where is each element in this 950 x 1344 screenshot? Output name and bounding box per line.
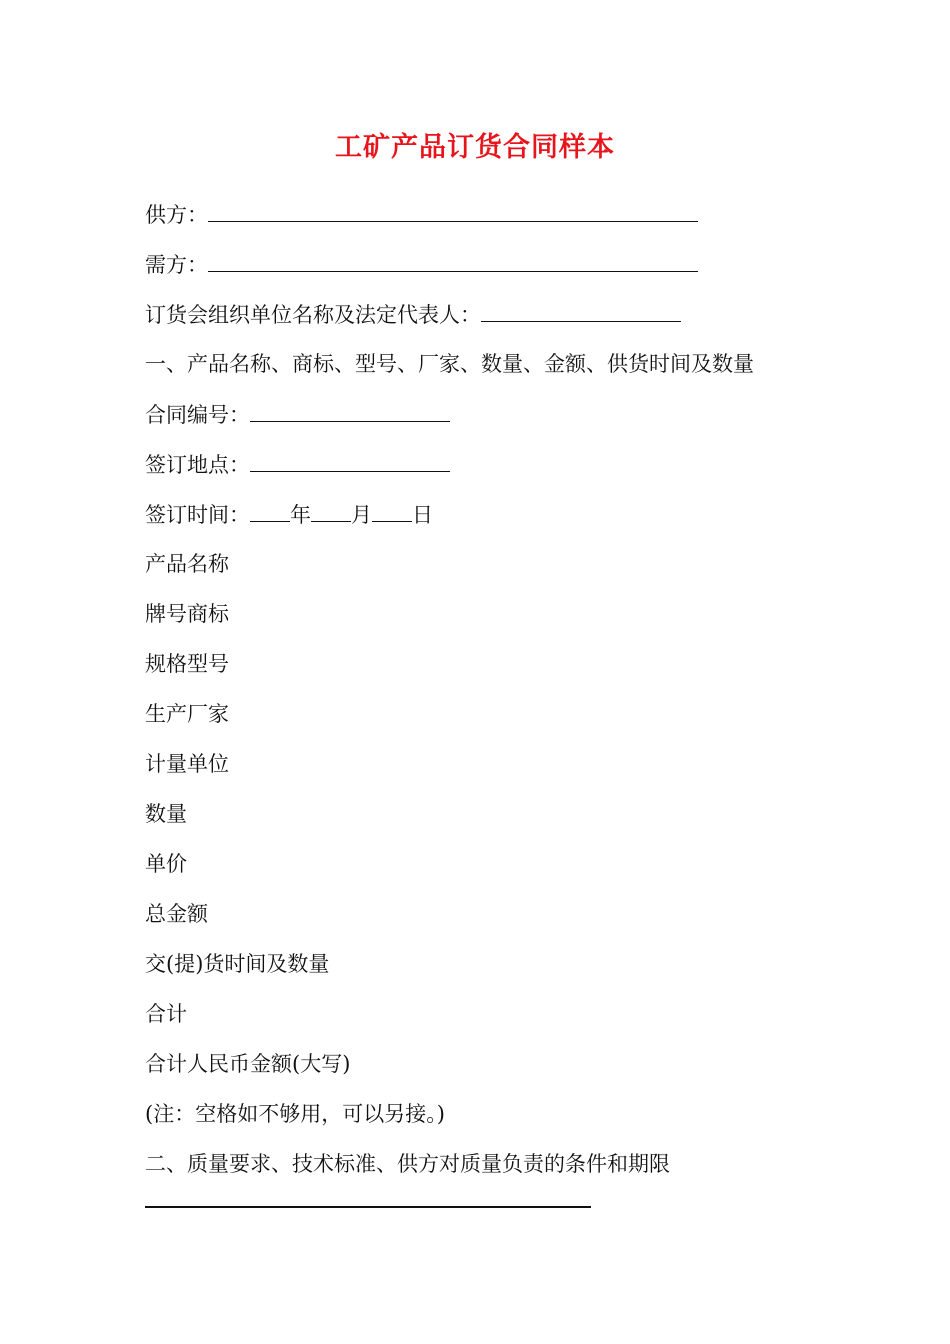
field-manufacturer: 生产厂家: [145, 702, 229, 726]
field-unit-price: 单价: [145, 852, 187, 876]
sign-time-label: 签订时间：: [145, 503, 250, 527]
contract-no-label: 合同编号：: [145, 403, 250, 427]
field-total: 合计: [145, 1002, 187, 1026]
field-spec-model: 规格型号: [145, 652, 229, 676]
buyer-blank[interactable]: [208, 244, 698, 272]
buyer-line: [145, 244, 825, 294]
contract-no-blank[interactable]: [250, 394, 450, 422]
note-line: (注：空格如不够用，可以另接。): [145, 1102, 445, 1126]
field-total-rmb: 合计人民币金额(大写): [145, 1052, 351, 1076]
year-label: 年: [290, 503, 311, 527]
sign-place-blank[interactable]: [250, 444, 450, 472]
field-delivery-time: 交(提)货时间及数量: [145, 952, 330, 976]
organizer-line: [145, 294, 825, 344]
sign-time-line: [145, 494, 825, 544]
contract-body: [145, 194, 825, 1194]
organizer-blank[interactable]: [481, 294, 681, 322]
contract-no-line: [145, 394, 825, 444]
field-brand-trademark: 牌号商标: [145, 602, 229, 626]
section1-heading: 一、产品名称、商标、型号、厂家、数量、金额、供货时间及数量: [145, 352, 754, 376]
buyer-label: 需方：: [145, 253, 208, 277]
year-blank[interactable]: [250, 494, 290, 522]
sign-place-label: 签订地点：: [145, 453, 250, 477]
supplier-line: [145, 194, 825, 244]
field-product-name: 产品名称: [145, 552, 229, 576]
sign-place-line: [145, 444, 825, 494]
section2-fill-line[interactable]: [145, 1206, 591, 1208]
supplier-label: 供方：: [145, 203, 208, 227]
section2-heading: 二、质量要求、技术标准、供方对质量负责的条件和期限: [145, 1152, 670, 1176]
field-total-amount: 总金额: [145, 902, 208, 926]
day-label: 日: [412, 503, 433, 527]
day-blank[interactable]: [372, 494, 412, 522]
organizer-label: 订货会组织单位名称及法定代表人：: [145, 303, 481, 327]
field-quantity: 数量: [145, 802, 187, 826]
month-label: 月: [351, 503, 372, 527]
field-unit: 计量单位: [145, 752, 229, 776]
document-title: 工矿产品订货合同样本: [335, 132, 615, 163]
month-blank[interactable]: [311, 494, 351, 522]
supplier-blank[interactable]: [208, 194, 698, 222]
